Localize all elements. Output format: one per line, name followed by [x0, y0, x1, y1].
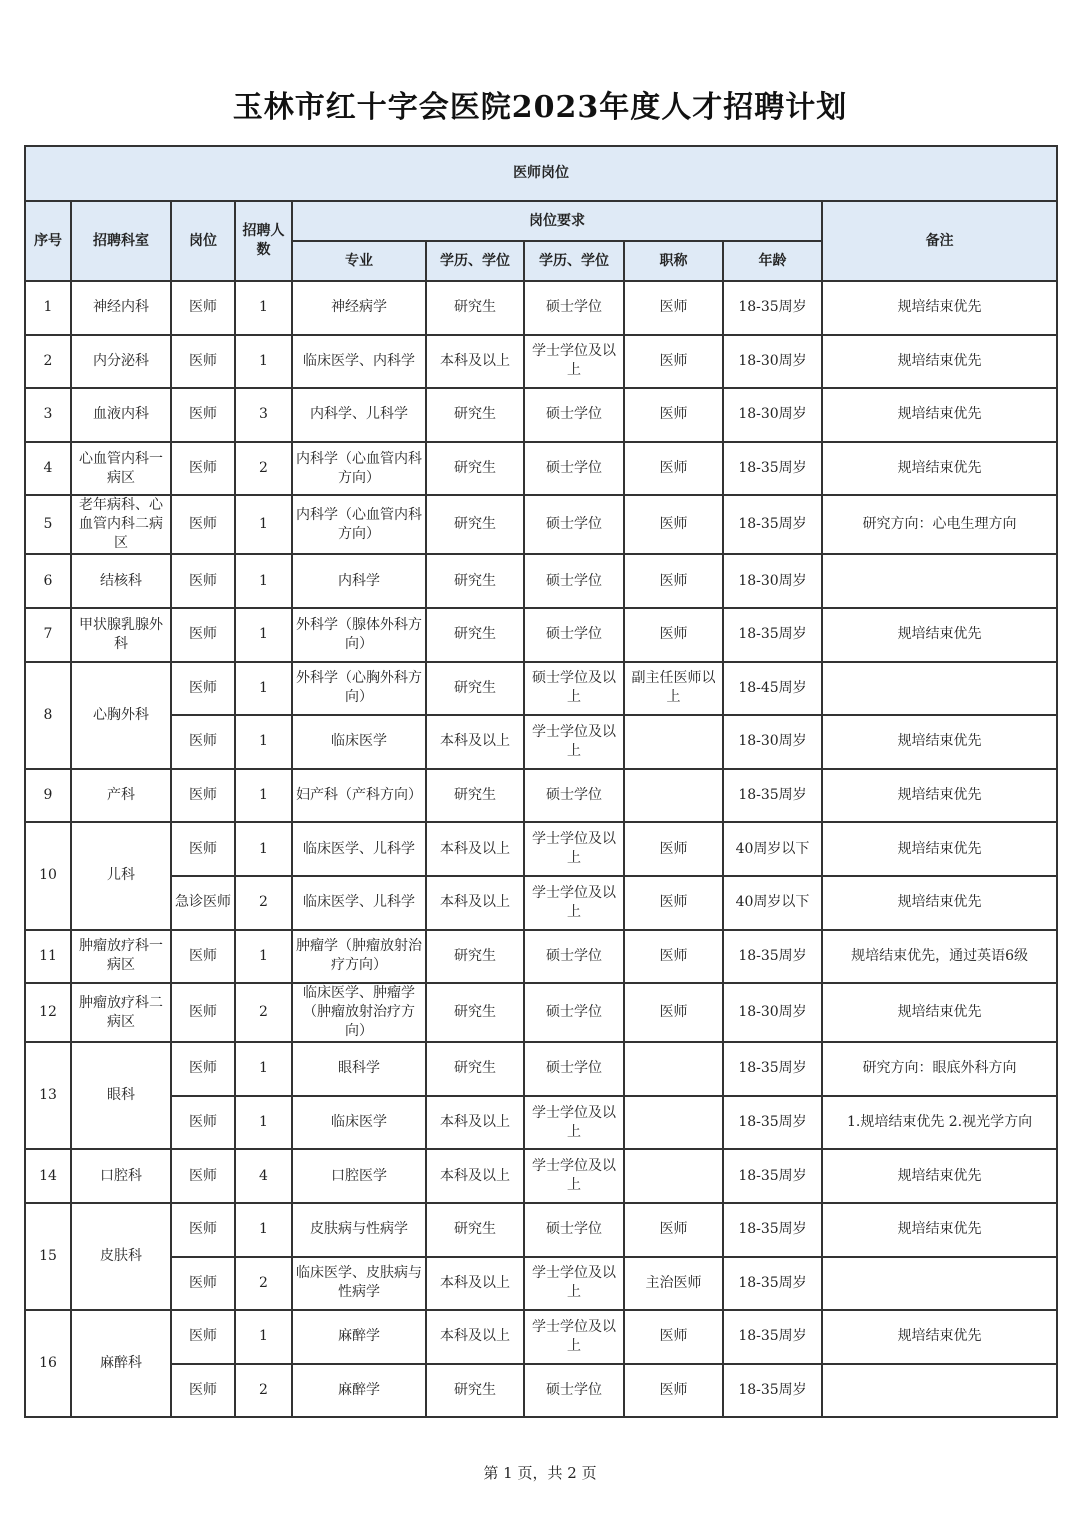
cell-degree: 硕士学位 [524, 769, 624, 823]
cell-post: 医师 [171, 1257, 235, 1311]
cell-count: 1 [235, 1042, 292, 1096]
cell-post: 医师 [171, 769, 235, 823]
cell-edu: 研究生 [426, 495, 524, 554]
cell-post: 医师 [171, 554, 235, 608]
cell-dept: 产科 [71, 769, 171, 823]
cell-seq: 5 [25, 495, 71, 554]
cell-seq: 8 [25, 662, 71, 769]
table-row [25, 930, 1057, 984]
cell-title: 医师 [624, 876, 723, 930]
cell-major: 临床医学、皮肤病与性病学 [292, 1257, 426, 1311]
section-header: 医师岗位 [25, 146, 1057, 201]
header-count: 招聘人数 [235, 201, 292, 281]
cell-degree: 硕士学位 [524, 930, 624, 984]
cell-degree: 硕士学位 [524, 1364, 624, 1418]
table-row [25, 1042, 1057, 1096]
header-post: 岗位 [171, 201, 235, 281]
cell-seq: 15 [25, 1203, 71, 1310]
cell-edu: 研究生 [426, 1364, 524, 1418]
cell-note: 1.规培结束优先 2.视光学方向 [822, 1096, 1057, 1150]
cell-major: 外科学（心胸外科方向） [292, 662, 426, 716]
cell-note: 规培结束优先，通过英语6级 [822, 930, 1057, 984]
cell-title [624, 1096, 723, 1150]
cell-dept: 肿瘤放疗科一病区 [71, 930, 171, 984]
cell-age: 18-35周岁 [723, 281, 822, 335]
cell-post: 医师 [171, 715, 235, 769]
cell-edu: 研究生 [426, 554, 524, 608]
cell-degree: 学士学位及以上 [524, 1257, 624, 1311]
cell-degree: 硕士学位 [524, 281, 624, 335]
cell-dept: 眼科 [71, 1042, 171, 1149]
cell-major: 临床医学、儿科学 [292, 876, 426, 930]
cell-seq: 2 [25, 335, 71, 389]
cell-count: 1 [235, 822, 292, 876]
cell-age: 18-35周岁 [723, 1042, 822, 1096]
cell-major: 口腔医学 [292, 1149, 426, 1203]
table-row [25, 1364, 1057, 1418]
cell-dept: 肿瘤放疗科二病区 [71, 983, 171, 1042]
cell-post: 医师 [171, 930, 235, 984]
cell-dept: 甲状腺乳腺外科 [71, 608, 171, 662]
page-title: 玉林市红十字会医院2023年度人才招聘计划 [232, 90, 848, 125]
cell-title: 医师 [624, 822, 723, 876]
cell-age: 18-35周岁 [723, 1257, 822, 1311]
cell-degree: 学士学位及以上 [524, 715, 624, 769]
page-footer: 第 1 页，共 2 页 [483, 1464, 597, 1482]
cell-seq: 10 [25, 822, 71, 929]
table-row [25, 1310, 1057, 1364]
cell-major: 内科学（心血管内科方向） [292, 442, 426, 496]
cell-count: 1 [235, 554, 292, 608]
cell-title: 医师 [624, 983, 723, 1042]
table-row [25, 662, 1057, 716]
cell-age: 18-35周岁 [723, 1310, 822, 1364]
cell-count: 1 [235, 930, 292, 984]
cell-degree: 硕士学位 [524, 983, 624, 1042]
cell-post: 医师 [171, 1364, 235, 1418]
cell-degree: 学士学位及以上 [524, 1310, 624, 1364]
cell-age: 18-45周岁 [723, 662, 822, 716]
table-row [25, 1257, 1057, 1311]
cell-edu: 研究生 [426, 930, 524, 984]
cell-seq: 9 [25, 769, 71, 823]
cell-note [822, 1364, 1057, 1418]
cell-dept: 儿科 [71, 822, 171, 929]
cell-major: 妇产科（产科方向） [292, 769, 426, 823]
cell-age: 18-30周岁 [723, 715, 822, 769]
cell-count: 1 [235, 715, 292, 769]
cell-post: 医师 [171, 1096, 235, 1150]
cell-post: 医师 [171, 1203, 235, 1257]
cell-age: 18-30周岁 [723, 554, 822, 608]
cell-edu: 本科及以上 [426, 1096, 524, 1150]
cell-age: 18-30周岁 [723, 335, 822, 389]
cell-degree: 硕士学位 [524, 1042, 624, 1096]
cell-edu: 本科及以上 [426, 1257, 524, 1311]
cell-major: 神经病学 [292, 281, 426, 335]
cell-degree: 学士学位及以上 [524, 1096, 624, 1150]
cell-seq: 13 [25, 1042, 71, 1149]
cell-age: 18-35周岁 [723, 769, 822, 823]
cell-title: 医师 [624, 442, 723, 496]
table-row [25, 769, 1057, 823]
cell-post: 医师 [171, 1149, 235, 1203]
cell-count: 2 [235, 442, 292, 496]
cell-dept: 老年病科、心血管内科二病区 [71, 495, 171, 554]
cell-count: 1 [235, 495, 292, 554]
cell-count: 1 [235, 1310, 292, 1364]
cell-age: 18-35周岁 [723, 1364, 822, 1418]
cell-age: 18-35周岁 [723, 1149, 822, 1203]
cell-note: 研究方向：眼底外科方向 [822, 1042, 1057, 1096]
table-row [25, 876, 1057, 930]
cell-seq: 4 [25, 442, 71, 496]
cell-degree: 学士学位及以上 [524, 822, 624, 876]
cell-major: 麻醉学 [292, 1364, 426, 1418]
cell-note: 规培结束优先 [822, 442, 1057, 496]
header-note: 备注 [822, 201, 1057, 281]
cell-age: 18-35周岁 [723, 930, 822, 984]
cell-title [624, 769, 723, 823]
table-row [25, 1149, 1057, 1203]
cell-seq: 6 [25, 554, 71, 608]
cell-age: 18-35周岁 [723, 608, 822, 662]
cell-edu: 研究生 [426, 388, 524, 442]
cell-age: 18-35周岁 [723, 1096, 822, 1150]
cell-major: 皮肤病与性病学 [292, 1203, 426, 1257]
cell-post: 医师 [171, 281, 235, 335]
cell-edu: 研究生 [426, 662, 524, 716]
cell-count: 2 [235, 1364, 292, 1418]
cell-edu: 本科及以上 [426, 1310, 524, 1364]
cell-age: 18-35周岁 [723, 442, 822, 496]
table-row [25, 983, 1057, 1042]
cell-count: 2 [235, 983, 292, 1042]
cell-seq: 3 [25, 388, 71, 442]
cell-age: 18-35周岁 [723, 1203, 822, 1257]
table-row [25, 281, 1057, 335]
cell-count: 2 [235, 876, 292, 930]
cell-note [822, 662, 1057, 716]
cell-count: 1 [235, 335, 292, 389]
cell-note: 规培结束优先 [822, 281, 1057, 335]
cell-title [624, 1042, 723, 1096]
cell-seq: 1 [25, 281, 71, 335]
cell-note: 规培结束优先 [822, 769, 1057, 823]
cell-edu: 研究生 [426, 983, 524, 1042]
cell-title: 医师 [624, 495, 723, 554]
cell-count: 3 [235, 388, 292, 442]
cell-major: 临床医学 [292, 715, 426, 769]
cell-major: 临床医学、肿瘤学（肿瘤放射治疗方向） [292, 983, 426, 1042]
cell-major: 临床医学、内科学 [292, 335, 426, 389]
cell-title: 医师 [624, 388, 723, 442]
cell-note: 规培结束优先 [822, 715, 1057, 769]
cell-dept: 心血管内科一病区 [71, 442, 171, 496]
cell-degree: 硕士学位 [524, 442, 624, 496]
cell-edu: 本科及以上 [426, 335, 524, 389]
cell-major: 外科学（腺体外科方向） [292, 608, 426, 662]
table-row [25, 715, 1057, 769]
cell-degree: 硕士学位 [524, 1203, 624, 1257]
cell-title: 主治医师 [624, 1257, 723, 1311]
cell-degree: 硕士学位 [524, 495, 624, 554]
cell-edu: 研究生 [426, 1042, 524, 1096]
cell-post: 医师 [171, 1310, 235, 1364]
header-age: 年龄 [723, 241, 822, 281]
cell-post: 医师 [171, 335, 235, 389]
header-degree: 学历、学位 [524, 241, 624, 281]
cell-degree: 硕士学位 [524, 388, 624, 442]
cell-edu: 本科及以上 [426, 876, 524, 930]
table-row [25, 554, 1057, 608]
cell-note: 规培结束优先 [822, 983, 1057, 1042]
cell-degree: 学士学位及以上 [524, 876, 624, 930]
table-row [25, 442, 1057, 496]
cell-edu: 研究生 [426, 281, 524, 335]
cell-major: 内科学、儿科学 [292, 388, 426, 442]
cell-dept: 口腔科 [71, 1149, 171, 1203]
cell-title: 医师 [624, 930, 723, 984]
cell-dept: 皮肤科 [71, 1203, 171, 1310]
cell-note [822, 1257, 1057, 1311]
table-row [25, 335, 1057, 389]
header-title: 职称 [624, 241, 723, 281]
cell-count: 1 [235, 608, 292, 662]
cell-age: 40周岁以下 [723, 876, 822, 930]
cell-title: 医师 [624, 554, 723, 608]
cell-major: 内科学（心血管内科方向） [292, 495, 426, 554]
recruitment-table [24, 145, 1058, 1418]
cell-post: 医师 [171, 662, 235, 716]
cell-degree: 硕士学位 [524, 608, 624, 662]
cell-major: 眼科学 [292, 1042, 426, 1096]
cell-note: 研究方向：心电生理方向 [822, 495, 1057, 554]
cell-major: 肿瘤学（肿瘤放射治疗方向） [292, 930, 426, 984]
cell-edu: 研究生 [426, 1203, 524, 1257]
header-dept: 招聘科室 [71, 201, 171, 281]
cell-post: 医师 [171, 822, 235, 876]
cell-note: 规培结束优先 [822, 1203, 1057, 1257]
cell-title: 医师 [624, 281, 723, 335]
cell-edu: 本科及以上 [426, 822, 524, 876]
cell-title: 医师 [624, 608, 723, 662]
cell-seq: 12 [25, 983, 71, 1042]
cell-count: 1 [235, 1096, 292, 1150]
cell-note: 规培结束优先 [822, 822, 1057, 876]
cell-dept: 血液内科 [71, 388, 171, 442]
header-requirements: 岗位要求 [292, 201, 822, 241]
cell-edu: 本科及以上 [426, 715, 524, 769]
cell-title [624, 1149, 723, 1203]
cell-note [822, 554, 1057, 608]
cell-title: 医师 [624, 1203, 723, 1257]
cell-count: 1 [235, 662, 292, 716]
table-row [25, 822, 1057, 876]
cell-age: 18-30周岁 [723, 388, 822, 442]
cell-dept: 麻醉科 [71, 1310, 171, 1417]
table-row [25, 495, 1057, 554]
cell-post: 医师 [171, 608, 235, 662]
cell-post: 医师 [171, 442, 235, 496]
cell-count: 2 [235, 1257, 292, 1311]
cell-post: 医师 [171, 388, 235, 442]
cell-count: 1 [235, 1203, 292, 1257]
cell-major: 临床医学 [292, 1096, 426, 1150]
cell-title: 医师 [624, 1310, 723, 1364]
table-row [25, 1203, 1057, 1257]
cell-count: 1 [235, 281, 292, 335]
cell-degree: 硕士学位及以上 [524, 662, 624, 716]
cell-seq: 16 [25, 1310, 71, 1417]
cell-edu: 研究生 [426, 608, 524, 662]
header-major: 专业 [292, 241, 426, 281]
cell-dept: 结核科 [71, 554, 171, 608]
cell-major: 内科学 [292, 554, 426, 608]
cell-post: 医师 [171, 1042, 235, 1096]
cell-edu: 研究生 [426, 769, 524, 823]
cell-note: 规培结束优先 [822, 1149, 1057, 1203]
cell-count: 4 [235, 1149, 292, 1203]
cell-dept: 神经内科 [71, 281, 171, 335]
table-row [25, 1096, 1057, 1150]
cell-seq: 7 [25, 608, 71, 662]
cell-seq: 11 [25, 930, 71, 984]
cell-title [624, 715, 723, 769]
cell-note: 规培结束优先 [822, 388, 1057, 442]
cell-title: 副主任医师以上 [624, 662, 723, 716]
cell-dept: 内分泌科 [71, 335, 171, 389]
cell-note: 规培结束优先 [822, 335, 1057, 389]
cell-note: 规培结束优先 [822, 608, 1057, 662]
cell-major: 临床医学、儿科学 [292, 822, 426, 876]
cell-post: 医师 [171, 495, 235, 554]
header-edu: 学历、学位 [426, 241, 524, 281]
cell-degree: 学士学位及以上 [524, 335, 624, 389]
cell-note: 规培结束优先 [822, 876, 1057, 930]
cell-seq: 14 [25, 1149, 71, 1203]
cell-post: 急诊医师 [171, 876, 235, 930]
cell-edu: 本科及以上 [426, 1149, 524, 1203]
header-seq: 序号 [25, 201, 71, 281]
cell-age: 18-35周岁 [723, 495, 822, 554]
cell-age: 18-30周岁 [723, 983, 822, 1042]
cell-dept: 心胸外科 [71, 662, 171, 769]
cell-edu: 研究生 [426, 442, 524, 496]
cell-note: 规培结束优先 [822, 1310, 1057, 1364]
table-row [25, 388, 1057, 442]
table-row [25, 608, 1057, 662]
cell-age: 40周岁以下 [723, 822, 822, 876]
cell-degree: 硕士学位 [524, 554, 624, 608]
cell-major: 麻醉学 [292, 1310, 426, 1364]
cell-title: 医师 [624, 1364, 723, 1418]
cell-degree: 学士学位及以上 [524, 1149, 624, 1203]
cell-post: 医师 [171, 983, 235, 1042]
cell-title: 医师 [624, 335, 723, 389]
cell-count: 1 [235, 769, 292, 823]
